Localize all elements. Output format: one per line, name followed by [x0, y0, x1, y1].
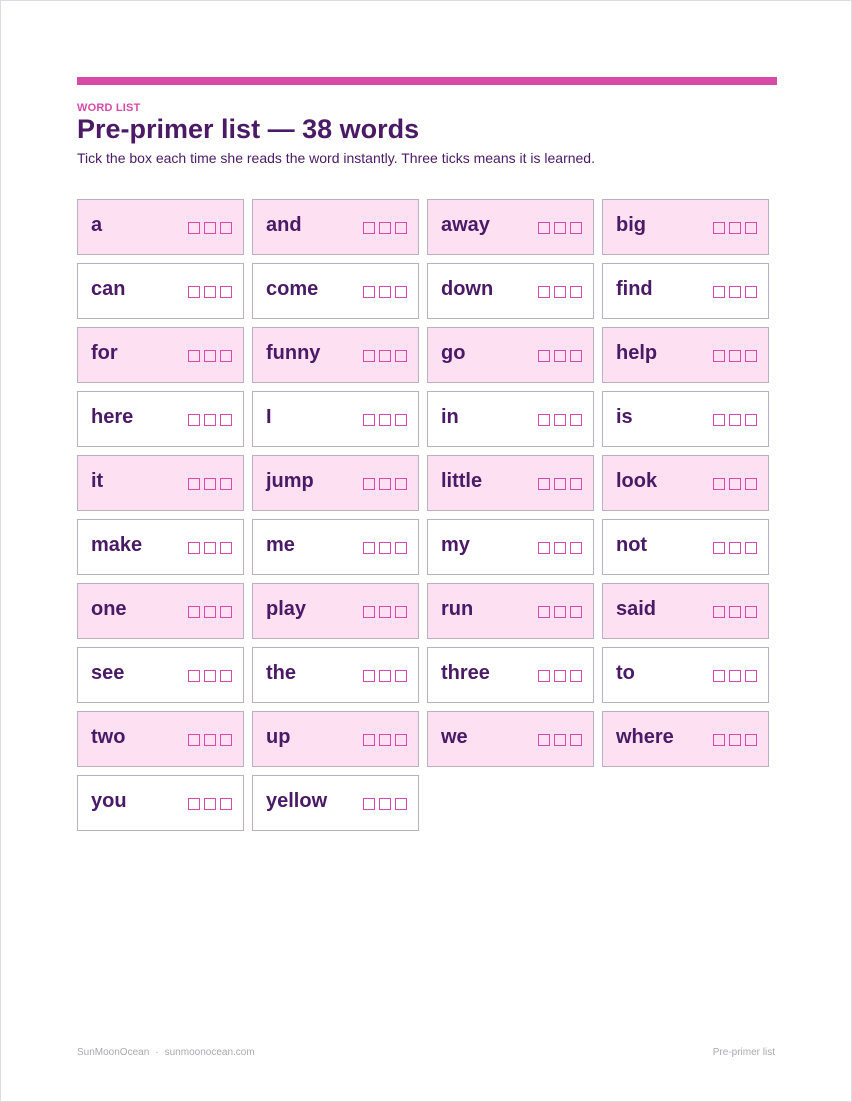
tick-checkbox[interactable] [363, 734, 375, 746]
word-text: yellow [266, 790, 328, 812]
tick-boxes [363, 798, 407, 810]
tick-checkbox[interactable] [538, 222, 550, 234]
tick-checkbox[interactable] [713, 670, 725, 682]
tick-checkbox[interactable] [379, 542, 391, 554]
word-text: is [616, 406, 633, 428]
tick-checkbox[interactable] [188, 798, 200, 810]
tick-checkbox[interactable] [729, 350, 741, 362]
word-text: to [616, 662, 635, 684]
tick-checkbox[interactable] [204, 222, 216, 234]
tick-checkbox[interactable] [395, 670, 407, 682]
word-card [252, 775, 419, 831]
word-text: come [266, 278, 319, 300]
tick-checkbox[interactable] [220, 286, 232, 298]
tick-boxes [188, 670, 232, 682]
tick-checkbox[interactable] [745, 478, 757, 490]
tick-checkbox[interactable] [188, 670, 200, 682]
word-text: down [441, 278, 494, 300]
tick-boxes [713, 286, 757, 298]
tick-checkbox[interactable] [729, 606, 741, 618]
tick-checkbox[interactable] [220, 542, 232, 554]
tick-checkbox[interactable] [554, 286, 566, 298]
word-card [77, 711, 244, 767]
tick-checkbox[interactable] [204, 350, 216, 362]
word-card [602, 583, 769, 639]
word-card [77, 455, 244, 511]
tick-boxes [363, 350, 407, 362]
word-text: see [91, 662, 125, 684]
word-card [252, 583, 419, 639]
tick-checkbox[interactable] [188, 222, 200, 234]
tick-checkbox[interactable] [554, 542, 566, 554]
word-text: said [616, 598, 657, 620]
footer-separator: · [155, 1047, 159, 1058]
tick-boxes [538, 478, 582, 490]
word-card [427, 199, 594, 255]
tick-checkbox[interactable] [220, 414, 232, 426]
word-card [427, 391, 594, 447]
tick-checkbox[interactable] [204, 606, 216, 618]
tick-boxes [538, 670, 582, 682]
page-title: Pre-primer list — 38 words [77, 114, 420, 144]
word-card [602, 327, 769, 383]
word-text: go [441, 342, 466, 364]
word-card [602, 391, 769, 447]
word-card [602, 647, 769, 703]
tick-checkbox[interactable] [554, 670, 566, 682]
tick-checkbox[interactable] [220, 478, 232, 490]
word-card [77, 263, 244, 319]
tick-checkbox[interactable] [570, 670, 582, 682]
tick-boxes [713, 350, 757, 362]
tick-checkbox[interactable] [538, 414, 550, 426]
tick-checkbox[interactable] [713, 606, 725, 618]
tick-checkbox[interactable] [363, 414, 375, 426]
tick-checkbox[interactable] [554, 606, 566, 618]
tick-boxes [188, 606, 232, 618]
tick-boxes [188, 542, 232, 554]
word-text: we [441, 726, 468, 748]
tick-boxes [363, 414, 407, 426]
word-text: make [91, 534, 143, 556]
word-card [602, 455, 769, 511]
tick-boxes [538, 286, 582, 298]
tick-boxes [713, 478, 757, 490]
word-card [252, 327, 419, 383]
tick-checkbox[interactable] [379, 222, 391, 234]
tick-checkbox[interactable] [204, 478, 216, 490]
word-text: a [91, 214, 103, 236]
footer-list-name: Pre-primer list [712, 1047, 775, 1058]
tick-checkbox[interactable] [395, 478, 407, 490]
tick-boxes [188, 798, 232, 810]
tick-checkbox[interactable] [538, 734, 550, 746]
tick-checkbox[interactable] [188, 734, 200, 746]
tick-checkbox[interactable] [713, 222, 725, 234]
word-card [427, 711, 594, 767]
word-card [252, 711, 419, 767]
tick-checkbox[interactable] [188, 414, 200, 426]
word-card [252, 455, 419, 511]
tick-checkbox[interactable] [204, 670, 216, 682]
tick-checkbox[interactable] [538, 350, 550, 362]
tick-checkbox[interactable] [745, 542, 757, 554]
word-card [252, 263, 419, 319]
word-text: two [91, 726, 126, 748]
tick-checkbox[interactable] [220, 606, 232, 618]
word-text: you [91, 790, 127, 812]
tick-boxes [713, 414, 757, 426]
word-card [427, 519, 594, 575]
tick-checkbox[interactable] [554, 350, 566, 362]
tick-boxes [713, 606, 757, 618]
word-text: help [616, 342, 658, 364]
word-text: play [266, 598, 307, 620]
word-text: three [441, 662, 490, 684]
tick-boxes [538, 606, 582, 618]
word-text: look [616, 470, 658, 492]
eyebrow-label: WORD LIST [77, 102, 141, 114]
tick-boxes [538, 542, 582, 554]
tick-checkbox[interactable] [379, 286, 391, 298]
tick-checkbox[interactable] [570, 734, 582, 746]
tick-checkbox[interactable] [395, 542, 407, 554]
word-grid [77, 199, 777, 831]
tick-checkbox[interactable] [729, 670, 741, 682]
tick-checkbox[interactable] [379, 670, 391, 682]
tick-checkbox[interactable] [204, 286, 216, 298]
tick-checkbox[interactable] [713, 350, 725, 362]
tick-boxes [188, 478, 232, 490]
word-card [252, 647, 419, 703]
tick-checkbox[interactable] [745, 350, 757, 362]
tick-checkbox[interactable] [729, 542, 741, 554]
tick-checkbox[interactable] [729, 222, 741, 234]
tick-checkbox[interactable] [395, 798, 407, 810]
tick-checkbox[interactable] [379, 478, 391, 490]
word-text: funny [266, 342, 321, 364]
tick-checkbox[interactable] [570, 222, 582, 234]
tick-checkbox[interactable] [570, 350, 582, 362]
tick-checkbox[interactable] [729, 734, 741, 746]
tick-checkbox[interactable] [363, 222, 375, 234]
tick-boxes [713, 734, 757, 746]
tick-checkbox[interactable] [713, 542, 725, 554]
word-card [77, 199, 244, 255]
tick-checkbox[interactable] [570, 542, 582, 554]
word-text: one [91, 598, 127, 620]
word-text: me [266, 534, 295, 556]
word-text: I [266, 406, 272, 428]
accent-bar [77, 77, 777, 85]
tick-checkbox[interactable] [745, 222, 757, 234]
tick-checkbox[interactable] [220, 734, 232, 746]
tick-checkbox[interactable] [220, 350, 232, 362]
tick-checkbox[interactable] [554, 222, 566, 234]
tick-boxes [363, 734, 407, 746]
tick-boxes [538, 222, 582, 234]
tick-checkbox[interactable] [379, 350, 391, 362]
word-card [252, 519, 419, 575]
tick-checkbox[interactable] [713, 286, 725, 298]
tick-checkbox[interactable] [204, 414, 216, 426]
tick-checkbox[interactable] [379, 606, 391, 618]
word-text: up [266, 726, 291, 748]
word-text: for [91, 342, 118, 364]
tick-checkbox[interactable] [570, 478, 582, 490]
word-text: away [441, 214, 490, 236]
tick-checkbox[interactable] [745, 734, 757, 746]
word-card [602, 199, 769, 255]
word-text: where [616, 726, 674, 748]
word-text: jump [266, 470, 314, 492]
word-card [427, 263, 594, 319]
tick-checkbox[interactable] [745, 670, 757, 682]
tick-checkbox[interactable] [395, 222, 407, 234]
word-card [77, 775, 244, 831]
footer-brand: SunMoonOcean [77, 1047, 150, 1058]
word-card [77, 647, 244, 703]
tick-checkbox[interactable] [538, 670, 550, 682]
tick-checkbox[interactable] [538, 286, 550, 298]
word-text: my [441, 534, 470, 556]
tick-checkbox[interactable] [363, 670, 375, 682]
tick-boxes [538, 350, 582, 362]
word-text: not [616, 534, 648, 556]
footer-site: sunmoonocean.com [164, 1047, 255, 1058]
tick-boxes [188, 734, 232, 746]
tick-checkbox[interactable] [538, 542, 550, 554]
word-text: it [91, 470, 104, 492]
tick-boxes [363, 606, 407, 618]
tick-checkbox[interactable] [220, 670, 232, 682]
tick-checkbox[interactable] [745, 606, 757, 618]
word-card [427, 647, 594, 703]
tick-checkbox[interactable] [188, 606, 200, 618]
tick-checkbox[interactable] [363, 798, 375, 810]
tick-checkbox[interactable] [379, 414, 391, 426]
tick-checkbox[interactable] [363, 478, 375, 490]
tick-checkbox[interactable] [395, 350, 407, 362]
tick-boxes [363, 478, 407, 490]
tick-boxes [713, 670, 757, 682]
tick-checkbox[interactable] [204, 798, 216, 810]
tick-checkbox[interactable] [395, 606, 407, 618]
tick-checkbox[interactable] [363, 606, 375, 618]
tick-checkbox[interactable] [570, 414, 582, 426]
tick-checkbox[interactable] [395, 286, 407, 298]
tick-boxes [713, 542, 757, 554]
word-text: here [91, 406, 134, 428]
tick-boxes [188, 286, 232, 298]
tick-checkbox[interactable] [188, 350, 200, 362]
tick-checkbox[interactable] [554, 734, 566, 746]
footer-left [77, 1047, 255, 1058]
tick-checkbox[interactable] [729, 478, 741, 490]
tick-checkbox[interactable] [363, 350, 375, 362]
tick-checkbox[interactable] [188, 542, 200, 554]
tick-checkbox[interactable] [220, 222, 232, 234]
word-card [602, 519, 769, 575]
tick-boxes [188, 414, 232, 426]
tick-checkbox[interactable] [379, 734, 391, 746]
word-card [77, 519, 244, 575]
tick-checkbox[interactable] [713, 734, 725, 746]
tick-checkbox[interactable] [570, 286, 582, 298]
word-text: can [91, 278, 126, 300]
tick-checkbox[interactable] [745, 286, 757, 298]
word-text: run [441, 598, 474, 620]
page-subtitle: Tick the box each time she reads the word instantly. Three ticks means it is learned. [77, 150, 595, 166]
word-card [252, 391, 419, 447]
tick-checkbox[interactable] [570, 606, 582, 618]
tick-boxes [188, 222, 232, 234]
tick-checkbox[interactable] [729, 286, 741, 298]
tick-checkbox[interactable] [220, 798, 232, 810]
tick-checkbox[interactable] [554, 478, 566, 490]
tick-checkbox[interactable] [395, 414, 407, 426]
tick-checkbox[interactable] [204, 542, 216, 554]
tick-checkbox[interactable] [379, 798, 391, 810]
word-card [77, 583, 244, 639]
word-text: find [616, 278, 653, 300]
word-text: in [441, 406, 459, 428]
tick-checkbox[interactable] [713, 414, 725, 426]
word-card [427, 327, 594, 383]
tick-boxes [363, 222, 407, 234]
word-card [77, 391, 244, 447]
tick-checkbox[interactable] [188, 478, 200, 490]
tick-checkbox[interactable] [745, 414, 757, 426]
tick-boxes [538, 414, 582, 426]
word-text: and [266, 214, 302, 236]
tick-checkbox[interactable] [363, 286, 375, 298]
word-card [602, 263, 769, 319]
word-card [427, 455, 594, 511]
tick-checkbox[interactable] [713, 478, 725, 490]
tick-checkbox[interactable] [729, 414, 741, 426]
tick-checkbox[interactable] [538, 606, 550, 618]
tick-checkbox[interactable] [395, 734, 407, 746]
tick-boxes [713, 222, 757, 234]
tick-checkbox[interactable] [363, 542, 375, 554]
tick-boxes [188, 350, 232, 362]
word-text: big [616, 214, 646, 236]
word-card [77, 327, 244, 383]
word-card [252, 199, 419, 255]
word-card [602, 711, 769, 767]
tick-checkbox[interactable] [188, 286, 200, 298]
word-card [427, 583, 594, 639]
word-text: the [266, 662, 296, 684]
tick-boxes [363, 286, 407, 298]
tick-boxes [363, 542, 407, 554]
tick-boxes [363, 670, 407, 682]
word-text: little [441, 470, 483, 492]
tick-boxes [538, 734, 582, 746]
tick-checkbox[interactable] [538, 478, 550, 490]
tick-checkbox[interactable] [204, 734, 216, 746]
tick-checkbox[interactable] [554, 414, 566, 426]
